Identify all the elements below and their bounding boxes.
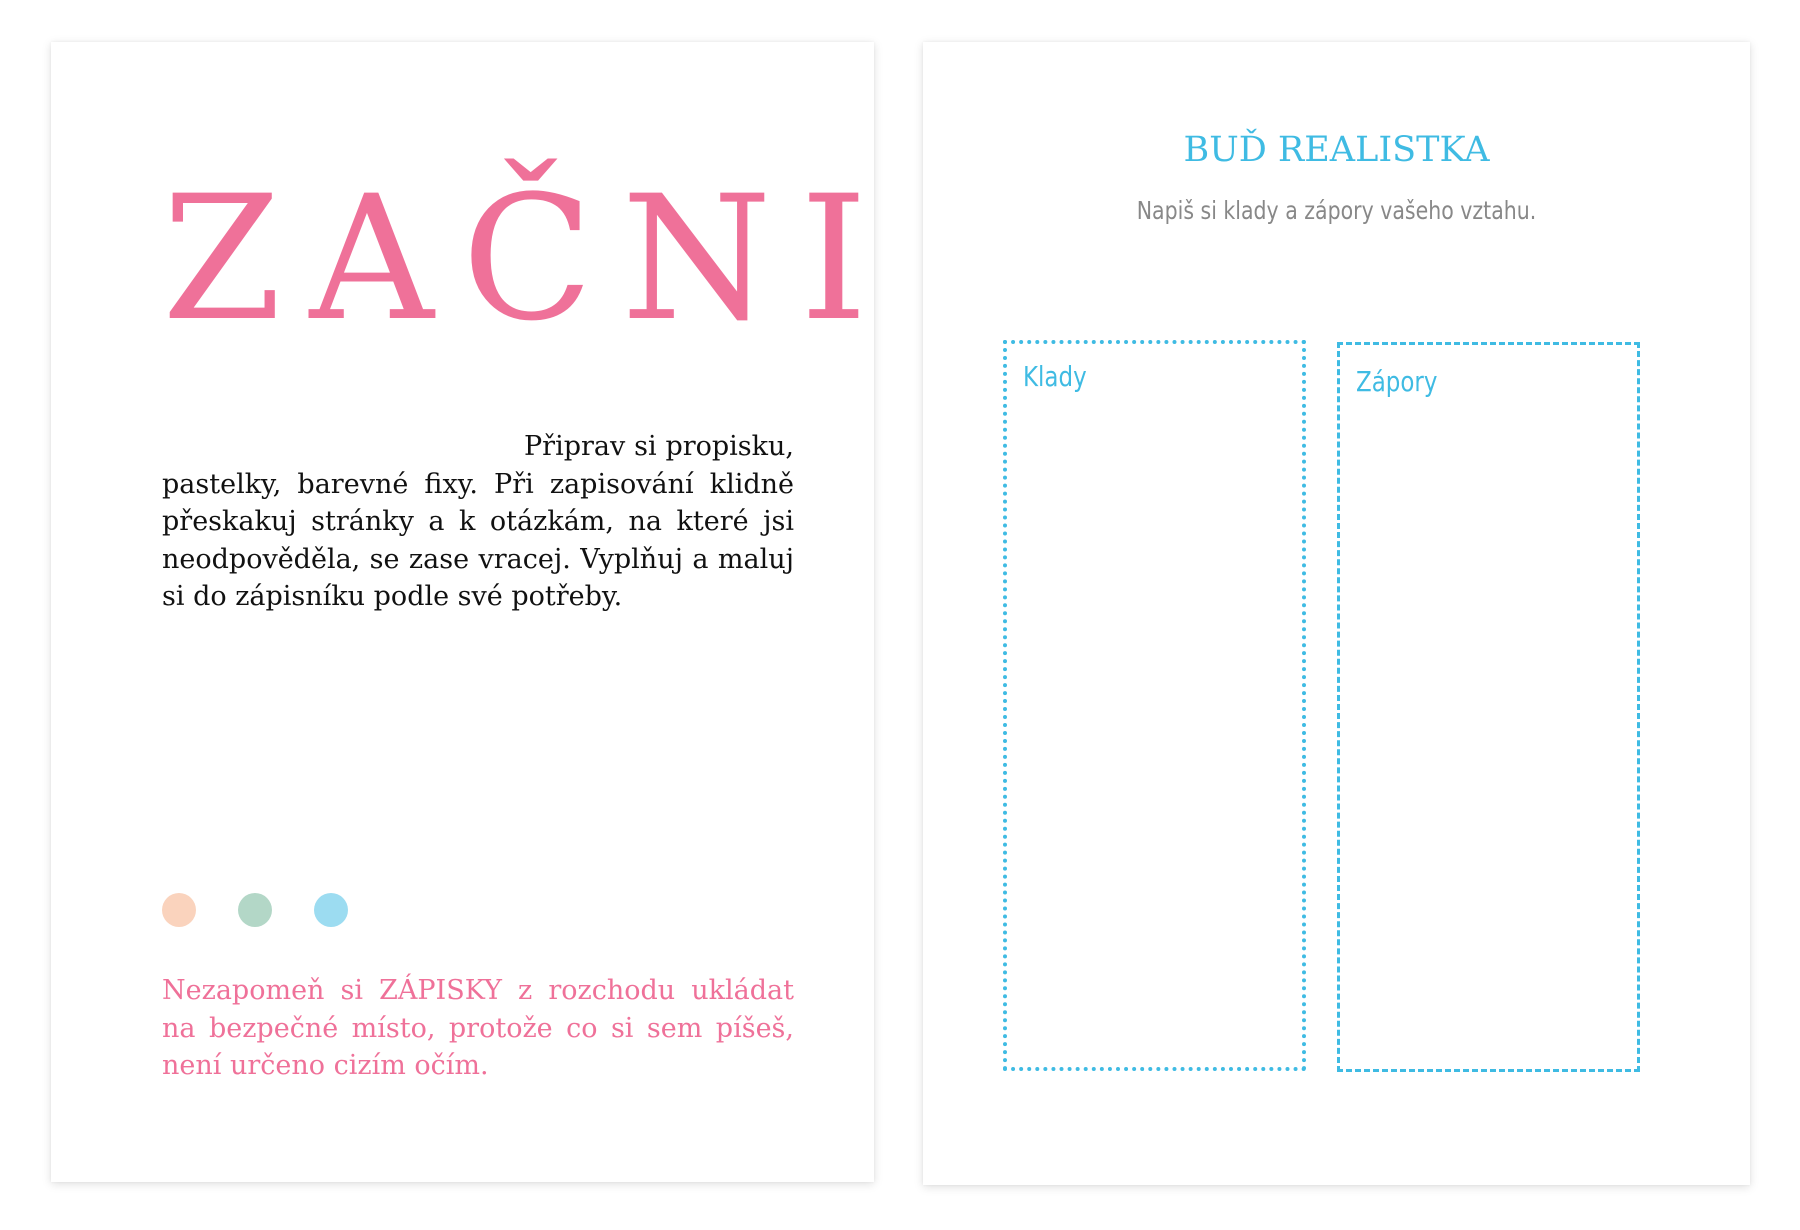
section-title: BUĎ REALISTKA [1183,130,1490,170]
privacy-note: Nezapomeň si ZÁPISKY z rozchodu ukládat na bezpečné místo, protože co si sem píšeš, není určeno cizím očím. [162,975,794,1081]
color-dot-blue [314,893,348,927]
right-page [923,42,1750,1185]
color-dot-mint [238,893,272,927]
pros-writing-box[interactable] [1003,340,1306,1071]
cons-label: Zápory [1356,365,1438,398]
page-title-zacni: ZAČNI [162,158,896,359]
color-dot-peach [162,893,196,927]
color-dots [162,893,348,927]
section-subtitle: Napiš si klady a zápory vašeho vztahu. [1136,196,1537,225]
left-page [51,42,896,1182]
cons-writing-box[interactable] [1337,342,1640,1072]
pros-label: Klady [1023,360,1087,393]
intro-paragraph: Připrav si propisku, pastelky, barevné fixy. Při zapisování klidně přeskakuj stránky a k otázkám, na které jsi neodpověděla, se zase vracej. Vyplňuj a maluj si do zápisníku podle své potřeby. [162,431,794,612]
